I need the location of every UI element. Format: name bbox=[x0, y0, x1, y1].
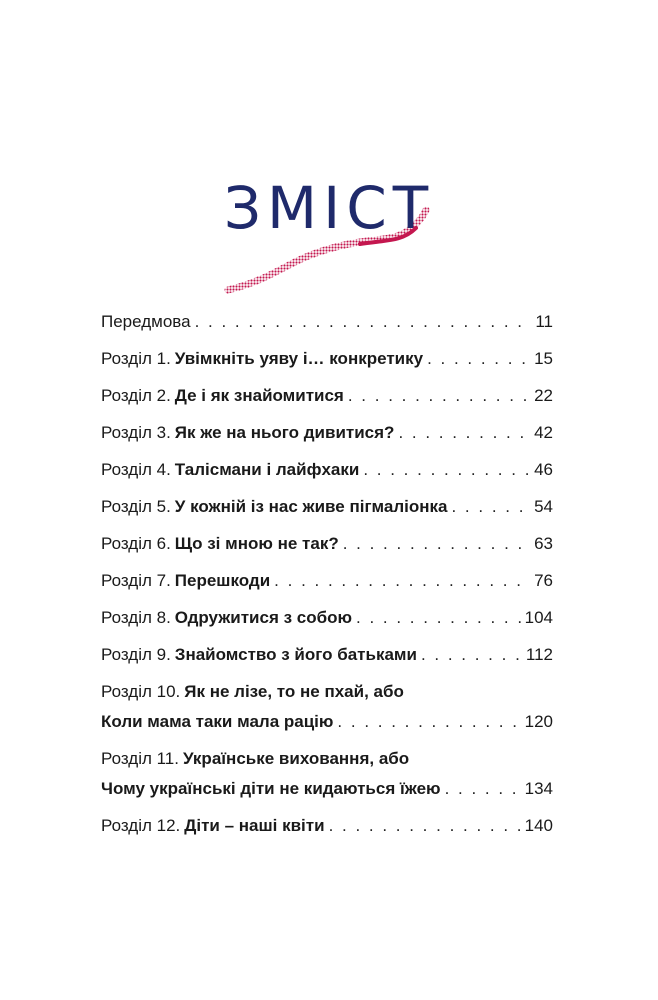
toc-entry-11-subtitle[interactable] bbox=[101, 779, 553, 799]
toc-leader-dots bbox=[451, 497, 530, 517]
toc-entry-10[interactable] bbox=[101, 682, 553, 702]
toc-chapter: Розділ 1. bbox=[101, 349, 171, 368]
toc-chapter: Розділ 6. bbox=[101, 534, 171, 553]
toc-leader-dots bbox=[337, 712, 520, 732]
page-title: ЗМІСТ bbox=[223, 174, 435, 242]
toc-title: Діти – наші квіти bbox=[184, 816, 325, 835]
toc-page-number: 76 bbox=[534, 571, 553, 590]
toc-chapter: Розділ 11. bbox=[101, 749, 179, 768]
toc-leader-dots bbox=[427, 349, 530, 369]
toc-chapter: Розділ 3. bbox=[101, 423, 171, 442]
toc-title: Одружитися з собою bbox=[174, 608, 353, 627]
toc-leader-dots bbox=[329, 816, 521, 836]
toc-title: Де і як знайомитися bbox=[174, 386, 344, 405]
toc-page-number: 46 bbox=[534, 460, 553, 479]
toc-entry-8[interactable] bbox=[101, 608, 553, 628]
toc-entry-7[interactable] bbox=[101, 571, 553, 591]
toc-leader-dots bbox=[363, 460, 530, 480]
toc-page-number: 112 bbox=[525, 645, 553, 664]
toc-title: Талісмани і лайфхаки bbox=[174, 460, 360, 479]
toc-page-number: 134 bbox=[524, 779, 553, 798]
toc-page-number: 120 bbox=[524, 712, 553, 731]
toc-title: Як не лізе, то не пхай, або bbox=[184, 682, 404, 701]
toc-leader-dots bbox=[356, 608, 521, 628]
toc-page-number: 54 bbox=[534, 497, 553, 516]
toc-leader-dots bbox=[195, 312, 531, 332]
toc-page-number: 104 bbox=[524, 608, 553, 627]
toc-title: Як же на нього дивитися? bbox=[174, 423, 395, 442]
toc-title: Знайомство з його батьками bbox=[174, 645, 417, 664]
toc-page-number: 63 bbox=[534, 534, 553, 553]
toc-chapter: Розділ 12. bbox=[101, 816, 181, 835]
toc-leader-dots bbox=[421, 645, 522, 665]
toc-leader-dots bbox=[274, 571, 530, 591]
toc-entry-4[interactable] bbox=[101, 460, 553, 480]
toc-leader-dots bbox=[445, 779, 521, 799]
toc-page-number: 15 bbox=[534, 349, 553, 368]
toc-entry-preface[interactable] bbox=[101, 312, 553, 332]
toc-entry-12[interactable] bbox=[101, 816, 553, 836]
toc-title: Що зі мною не так? bbox=[174, 534, 339, 553]
toc-leader-dots bbox=[398, 423, 530, 443]
table-of-contents bbox=[101, 312, 553, 836]
toc-subtitle: Коли мама таки мала рацію bbox=[101, 712, 334, 731]
toc-entry-11[interactable] bbox=[101, 749, 553, 769]
toc-entry-5[interactable] bbox=[101, 497, 553, 517]
title-block bbox=[0, 160, 658, 290]
toc-page-number: 140 bbox=[524, 816, 553, 835]
toc-subtitle: Чому українські діти не кидаються їжею bbox=[101, 779, 441, 798]
toc-chapter: Розділ 8. bbox=[101, 608, 171, 627]
toc-page-number: 42 bbox=[534, 423, 553, 442]
toc-chapter: Передмова bbox=[101, 312, 191, 331]
toc-entry-9[interactable] bbox=[101, 645, 553, 665]
toc-chapter: Розділ 4. bbox=[101, 460, 171, 479]
toc-entry-6[interactable] bbox=[101, 534, 553, 554]
toc-chapter: Розділ 7. bbox=[101, 571, 171, 590]
toc-leader-dots bbox=[348, 386, 530, 406]
toc-page-number: 22 bbox=[534, 386, 553, 405]
toc-title: У кожній із нас живе пігмаліонка bbox=[174, 497, 448, 516]
toc-title: Українське виховання, або bbox=[183, 749, 410, 768]
toc-chapter: Розділ 5. bbox=[101, 497, 171, 516]
toc-title: Перешкоди bbox=[174, 571, 271, 590]
toc-page-number: 11 bbox=[535, 312, 553, 331]
toc-chapter: Розділ 10. bbox=[101, 682, 181, 701]
toc-chapter: Розділ 9. bbox=[101, 645, 171, 664]
toc-entry-1[interactable] bbox=[101, 349, 553, 369]
toc-entry-3[interactable] bbox=[101, 423, 553, 443]
toc-leader-dots bbox=[343, 534, 530, 554]
toc-entry-10-subtitle[interactable] bbox=[101, 712, 553, 732]
toc-entry-2[interactable] bbox=[101, 386, 553, 406]
toc-title: Увімкніть уяву і… конкретику bbox=[174, 349, 424, 368]
toc-chapter: Розділ 2. bbox=[101, 386, 171, 405]
